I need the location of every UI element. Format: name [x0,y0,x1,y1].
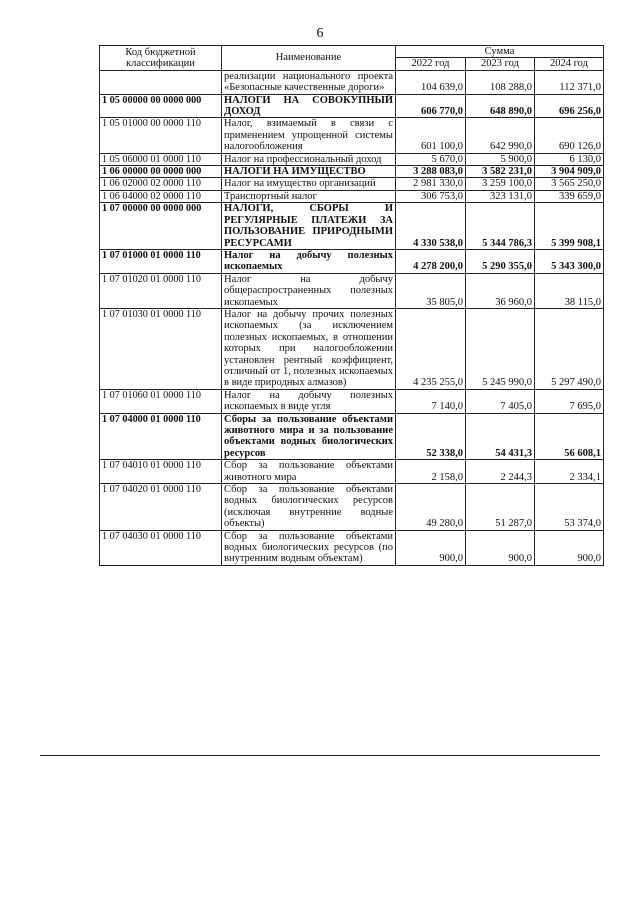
header-name: Наименование [222,46,396,71]
value-2024-cell: 56 608,1 [535,413,604,460]
value-2022-cell: 2 981 330,0 [396,178,466,190]
code-cell: 1 06 04000 02 0000 110 [100,190,222,202]
value-2024-cell: 696 256,0 [535,94,604,118]
code-cell [100,70,222,94]
value-2024-cell: 690 126,0 [535,118,604,153]
value-2024-cell: 53 374,0 [535,484,604,531]
name-cell: Сбор за пользование объектами водных биологических ресурсов (по внутренним водным объектам) [222,530,396,565]
value-2023-cell: 900,0 [466,530,535,565]
code-cell: 1 07 01000 01 0000 110 [100,249,222,273]
name-cell: Сбор за пользование объектами водных биологических ресурсов (исключая внутренние водные объекты) [222,484,396,531]
table-row [100,273,604,308]
name-cell: Сбор за пользование объектами животного мира [222,460,396,484]
value-2024-cell: 339 659,0 [535,190,604,202]
name-cell: Налог на добычу общераспространенных полезных ископаемых [222,273,396,308]
code-cell: 1 07 00000 00 0000 000 [100,203,222,250]
value-2023-cell: 51 287,0 [466,484,535,531]
name-cell: Налог, взимаемый в связи с применением упрощенной системы налогообложения [222,118,396,153]
table-row [100,249,604,273]
value-2022-cell: 606 770,0 [396,94,466,118]
name-cell: Налог на профессиональный доход [222,153,396,165]
value-2022-cell: 5 670,0 [396,153,466,165]
value-2024-cell: 5 297 490,0 [535,308,604,389]
value-2022-cell: 306 753,0 [396,190,466,202]
table-row [100,389,604,413]
value-2022-cell: 104 639,0 [396,70,466,94]
value-2023-cell: 36 960,0 [466,273,535,308]
header-code: Код бюджетной классификации [100,46,222,71]
value-2022-cell: 4 330 538,0 [396,203,466,250]
name-cell: Сборы за пользование объектами животного мира и за пользование объектами водных биологических ресурсов [222,413,396,460]
code-cell: 1 05 06000 01 0000 110 [100,153,222,165]
value-2023-cell: 3 259 100,0 [466,178,535,190]
value-2022-cell: 49 280,0 [396,484,466,531]
budget-table [99,45,604,566]
value-2022-cell: 3 288 083,0 [396,166,466,178]
value-2024-cell: 3 565 250,0 [535,178,604,190]
table-row [100,460,604,484]
name-cell: Налог на добычу полезных ископаемых [222,249,396,273]
value-2023-cell: 7 405,0 [466,389,535,413]
name-cell: Налог на добычу полезных ископаемых в виде угля [222,389,396,413]
footer-divider [40,755,600,756]
header-sum: Сумма [396,46,604,58]
value-2023-cell: 5 245 990,0 [466,308,535,389]
value-2023-cell: 5 290 355,0 [466,249,535,273]
code-cell: 1 06 00000 00 0000 000 [100,166,222,178]
code-cell: 1 07 01060 01 0000 110 [100,389,222,413]
table-row [100,190,604,202]
value-2024-cell: 900,0 [535,530,604,565]
table-row [100,484,604,531]
table-row [100,203,604,250]
value-2024-cell: 2 334,1 [535,460,604,484]
value-2024-cell: 7 695,0 [535,389,604,413]
name-cell: НАЛОГИ НА ИМУЩЕСТВО [222,166,396,178]
table-row [100,94,604,118]
value-2023-cell: 648 890,0 [466,94,535,118]
table-row [100,70,604,94]
table-row [100,530,604,565]
name-cell: Налог на добычу прочих полезных ископаемых (за исключением полезных ископаемых, в отношении которых при налогообложении установлен рентный коэффициент, отличный от 1, полезных ископаемых в виде природных алмазов) [222,308,396,389]
name-cell: реализации национального проекта «Безопасные качественные дороги» [222,70,396,94]
code-cell: 1 07 04020 01 0000 110 [100,484,222,531]
value-2022-cell: 601 100,0 [396,118,466,153]
value-2022-cell: 900,0 [396,530,466,565]
value-2023-cell: 54 431,3 [466,413,535,460]
value-2024-cell: 3 904 909,0 [535,166,604,178]
code-cell: 1 07 04010 01 0000 110 [100,460,222,484]
name-cell: Транспортный налог [222,190,396,202]
value-2022-cell: 4 235 255,0 [396,308,466,389]
table-row [100,153,604,165]
value-2023-cell: 3 582 231,0 [466,166,535,178]
value-2022-cell: 7 140,0 [396,389,466,413]
table-row [100,118,604,153]
name-cell: НАЛОГИ НА СОВОКУПНЫЙ ДОХОД [222,94,396,118]
header-year-2023: 2023 год [466,58,535,70]
value-2024-cell: 112 371,0 [535,70,604,94]
value-2024-cell: 5 343 300,0 [535,249,604,273]
code-cell: 1 07 01030 01 0000 110 [100,308,222,389]
name-cell: НАЛОГИ, СБОРЫ И РЕГУЛЯРНЫЕ ПЛАТЕЖИ ЗА ПОЛЬЗОВАНИЕ ПРИРОДНЫМИ РЕСУРСАМИ [222,203,396,250]
code-cell: 1 06 02000 02 0000 110 [100,178,222,190]
code-cell: 1 05 00000 00 0000 000 [100,94,222,118]
value-2022-cell: 4 278 200,0 [396,249,466,273]
value-2023-cell: 5 900,0 [466,153,535,165]
header-year-2022: 2022 год [396,58,466,70]
table-row [100,166,604,178]
code-cell: 1 07 04000 01 0000 110 [100,413,222,460]
value-2023-cell: 642 990,0 [466,118,535,153]
value-2023-cell: 108 288,0 [466,70,535,94]
code-cell: 1 05 01000 00 0000 110 [100,118,222,153]
table-row [100,308,604,389]
name-cell: Налог на имущество организаций [222,178,396,190]
table-row [100,413,604,460]
value-2024-cell: 6 130,0 [535,153,604,165]
value-2022-cell: 2 158,0 [396,460,466,484]
code-cell: 1 07 04030 01 0000 110 [100,530,222,565]
value-2022-cell: 52 338,0 [396,413,466,460]
value-2023-cell: 323 131,0 [466,190,535,202]
header-year-2024: 2024 год [535,58,604,70]
table-row [100,178,604,190]
value-2022-cell: 35 805,0 [396,273,466,308]
value-2023-cell: 2 244,3 [466,460,535,484]
value-2024-cell: 38 115,0 [535,273,604,308]
code-cell: 1 07 01020 01 0000 110 [100,273,222,308]
page-number: 6 [316,26,324,41]
value-2023-cell: 5 344 786,3 [466,203,535,250]
value-2024-cell: 5 399 908,1 [535,203,604,250]
